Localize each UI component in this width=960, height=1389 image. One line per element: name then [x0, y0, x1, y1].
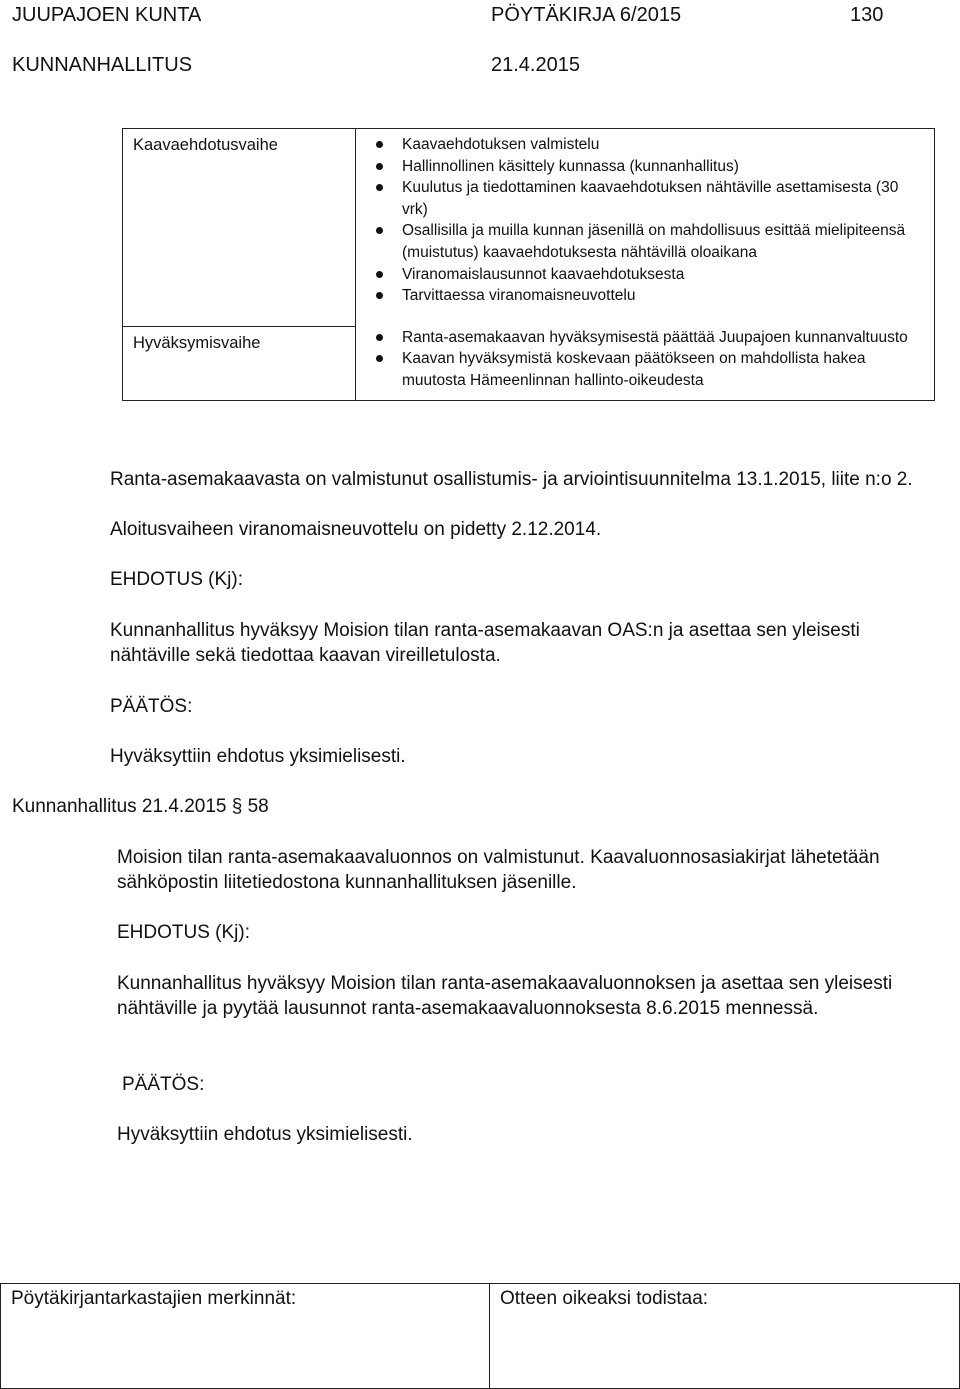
list-item: Viranomaislausunnot kaavaehdotuksesta	[402, 264, 924, 286]
inspectors-notes-label: Pöytäkirjantarkastajien merkinnät:	[11, 1288, 297, 1309]
bullet-icon	[376, 271, 383, 278]
phase-row	[123, 129, 935, 327]
inspectors-notes-cell	[1, 1284, 490, 1389]
bullet-icon	[376, 334, 383, 341]
planning-phases-table	[122, 128, 935, 401]
proposal-text: Kunnanhallitus hyväksyy Moision tilan ranta-asemakaavaluonnoksen ja asettaa sen yleisesti nähtäville ja pyytää lausunnot ranta-asemakaavaluonnoksesta 8.6.2015 mennessä.	[117, 973, 893, 1019]
bullet-icon	[376, 355, 383, 362]
meeting-reference: Kunnanhallitus 21.4.2015 § 58	[12, 796, 269, 817]
phase-row	[123, 327, 935, 401]
certification-label: Otteen oikeaksi todistaa:	[500, 1288, 709, 1309]
decision-heading: PÄÄTÖS:	[110, 696, 193, 717]
phase-items-list	[356, 134, 924, 314]
bullet-icon	[376, 163, 383, 170]
board-name: KUNNANHALLITUS	[12, 54, 193, 76]
list-item: Kaavan hyväksymistä koskevaan päätökseen on mahdollista hakea muutosta Hämeenlinnan hallinto-oikeudesta	[402, 348, 924, 391]
bullet-icon	[376, 184, 383, 191]
phase-label: Hyväksymisvaihe	[133, 334, 261, 352]
bullet-icon	[376, 292, 383, 299]
page-number: 130	[850, 4, 884, 26]
list-item: Hallinnollinen käsittely kunnassa (kunnanhallitus)	[402, 156, 924, 178]
phase-items-cell	[356, 129, 935, 327]
consultation-paragraph: Aloitusvaiheen viranomaisneuvottelu on pidetty 2.12.2014.	[110, 519, 602, 540]
decision-text: Hyväksyttiin ehdotus yksimielisesti.	[117, 1124, 413, 1145]
decision-heading: PÄÄTÖS:	[122, 1074, 205, 1095]
phase-items-cell	[356, 327, 935, 401]
bullet-icon	[376, 141, 383, 148]
draft-status-paragraph: Moision tilan ranta-asemakaavaluonnos on valmistunut. Kaavaluonnosasiakirjat lähetetään sähköpostin liitetiedostona kunnanhallituksen jäsenille.	[117, 847, 880, 893]
decision-text: Hyväksyttiin ehdotus yksimielisesti.	[110, 746, 406, 767]
list-item: Ranta-asemakaavan hyväksymisestä päättää Juupajoen kunnanvaltuusto	[402, 327, 924, 349]
list-item: Osallisilla ja muilla kunnan jäsenillä on mahdollisuus esittää mielipiteensä (muistutus) kaavaehdotuksesta nähtävillä oloaikana	[402, 220, 924, 263]
bullet-icon	[376, 227, 383, 234]
phase-items-list	[356, 327, 924, 401]
list-item: Tarvittaessa viranomaisneuvottelu	[402, 285, 924, 307]
plan-status-paragraph: Ranta-asemakaavasta on valmistunut osallistumis- ja arviointisuunnitelma 13.1.2015, liite n:o 2.	[110, 469, 913, 490]
meeting-date: 21.4.2015	[491, 54, 580, 76]
certification-cell	[490, 1284, 960, 1389]
list-item: Kuulutus ja tiedottaminen kaavaehdotuksen nähtäville asettamisesta (30 vrk)	[402, 177, 924, 220]
list-item: Kaavaehdotuksen valmistelu	[402, 134, 924, 156]
proposal-heading: EHDOTUS (Kj):	[117, 922, 250, 943]
phase-label-cell	[123, 327, 356, 401]
phase-label: Kaavaehdotusvaihe	[133, 136, 278, 154]
phase-label-cell	[123, 129, 356, 327]
proposal-text: Kunnanhallitus hyväksyy Moision tilan ranta-asemakaavan OAS:n ja asettaa sen yleisesti nähtäville sekä tiedottaa kaavan vireilletulosta.	[110, 620, 860, 666]
document-number: PÖYTÄKIRJA 6/2015	[491, 4, 682, 26]
proposal-heading: EHDOTUS (Kj):	[110, 569, 243, 590]
signature-table	[0, 1283, 960, 1389]
municipality-name: JUUPAJOEN KUNTA	[12, 4, 202, 26]
